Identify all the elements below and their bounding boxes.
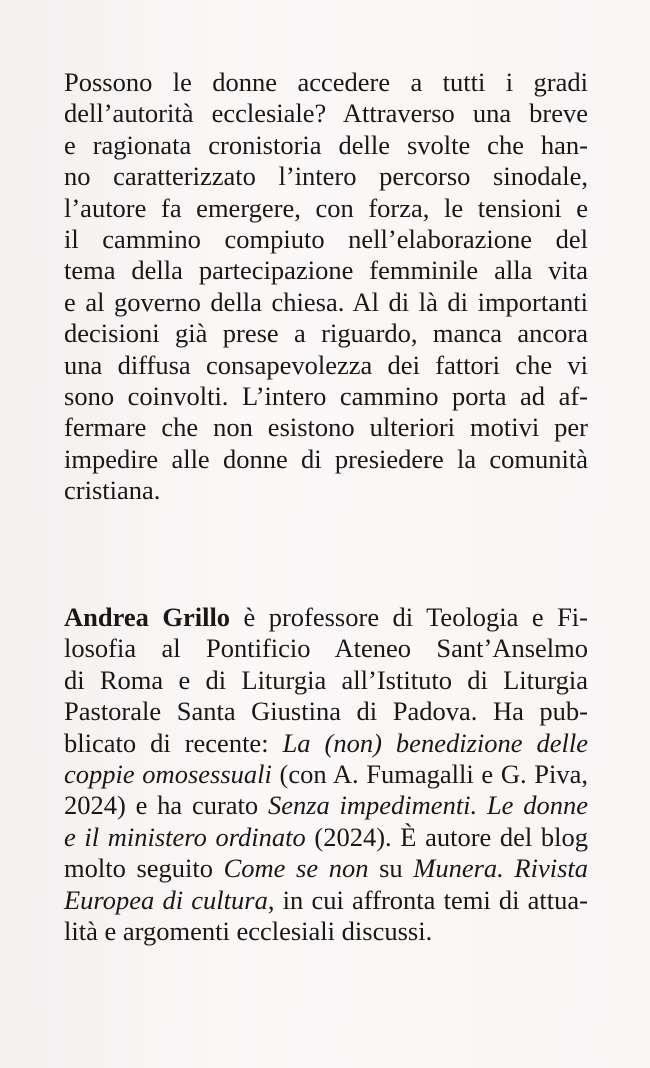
bio-text: (con A. Fumagalli e G. Piva, [271, 758, 588, 789]
blurb-line: dell’autorità ecclesiale? Attraverso una breve [64, 98, 588, 129]
book-title: coppie omosessuali [64, 758, 272, 789]
book-title: Senza impedimenti. Le donne [267, 790, 588, 821]
blurb-line: il cammino compiuto nell’elaborazione del [64, 223, 588, 254]
bio-line [64, 759, 588, 790]
bio-line [64, 728, 588, 759]
blurb-line: fermare che non esistono ulteriori motivi per [64, 412, 588, 443]
bio-line: lità e argomenti ecclesiali discussi. [64, 915, 433, 946]
blurb-line: cristiana. [64, 475, 161, 506]
blurb-line: tema della partecipazione femminile alla vita [64, 255, 588, 286]
bio-text: su [368, 853, 414, 884]
bio-line: losofia al Pontificio Ateneo Sant’Anselmo [64, 633, 588, 664]
blurb-line: no caratterizzato l’intero percorso sinodale, [64, 161, 588, 192]
bio-text: è professore di Teologia e Fi- [230, 602, 588, 632]
bio-line [64, 853, 588, 884]
bio-line [64, 822, 588, 853]
blurb-line: una diffusa consapevolezza dei fattori che vi [64, 349, 588, 380]
bio-text: molto seguito [64, 853, 224, 884]
author-bio [64, 602, 588, 947]
bio-line [64, 602, 588, 633]
bio-line: Pastorale Santa Giustina di Padova. Ha pub- [64, 696, 588, 727]
bio-line [64, 885, 588, 916]
blurb-line: impedire alle donne di presiedere la comunità [64, 443, 588, 474]
bio-text: (2024). È autore del blog [305, 821, 588, 852]
blurb-line: sono coinvolti. L’intero cammino porta ad af- [64, 380, 588, 411]
blurb-paragraph [64, 67, 588, 506]
blurb-line: decisioni già prese a riguardo, manca ancora [64, 318, 588, 349]
book-title: e il ministero ordinato [64, 821, 306, 852]
bio-line [64, 790, 588, 821]
journal-title: Europea di cultura [64, 884, 268, 915]
bio-text: , in cui affronta temi di attua- [267, 884, 588, 915]
blurb-line: l’autore fa emergere, con forza, le tensioni e [64, 192, 588, 223]
book-title: La (non) benedizione delle [282, 727, 588, 758]
bio-text: blicato di recente: [64, 727, 283, 758]
author-name: Andrea Grillo [64, 602, 231, 632]
bio-text: 2024) e ha curato [64, 790, 268, 821]
blurb-line: e ragionata cronistoria delle svolte che han- [64, 129, 588, 160]
blurb-line: Possono le donne accedere a tutti i gradi [64, 67, 588, 97]
blurb-line: e al governo della chiesa. Al di là di importanti [64, 286, 588, 317]
blog-title: Come se non [223, 853, 369, 884]
bio-line: di Roma e di Liturgia all’Istituto di Liturgia [64, 664, 588, 695]
journal-title: Munera. Rivista [413, 853, 588, 884]
